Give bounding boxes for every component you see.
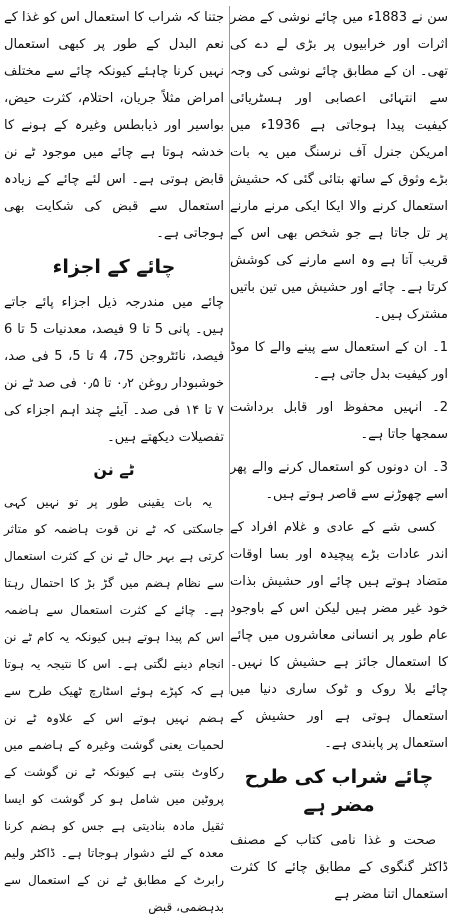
paragraph-tea-harm-history: سن نے 1883ء میں چائے نوشی کے مضر اثرات اور خرابیوں پر بڑی لے دے کی تھی۔ ان کے مطابق چائے نوشی کی وجہ سے انتہائی اعصابی اور ہسٹریائی کیفیت پیدا ہوجاتی ہے 1936ء میں امریکن جنرل آف نرسنگ میں یہ بات بڑے وثوق کے ساتھ بتائی گئی کہ حشیش استعمال کرنے والا ایکا ایکی مرنے مارنے پر تل جاتا ہے جو شخص بھی اس کے قریب آتا ہے وہ اسے مارنے کی کوشش کرتا ہے۔ چائے اور حشیش میں تین باتیں مشترک ہیں۔: [230, 10, 448, 322]
paragraph-components-list: چائے میں مندرجہ ذیل اجزاء پائے جاتے ہیں۔ پانی 5 تا 9 فیصد، معدنیات 5 تا 6 فیصد، نائٹروجن 75، 4 تا 5، 5 فی صد، خوشبودار روغن ۰٫۲ تا ۰٫۵ فی صد ٹے نن ۷ تا ۱۴ فی صد۔ آیئے چند اہم اجزاء کی تفصیلات دیکھتے ہیں۔: [4, 295, 225, 445]
left-column: [4, 4, 225, 914]
point-three: 3۔ ان دونوں کو استعمال کرنے والے پھر اسے چھوڑنے سے قاصر ہوتے ہیں۔: [230, 460, 448, 502]
paragraph-health-book: صحت و غذا نامی کتاب کے مصنف ڈاکٹر گنگوی کے مطابق چائے کا کثرت استعمال اتنا مضر ہے: [230, 833, 448, 902]
paragraph-tannin: یہ بات یقینی طور پر تو نہیں کہی جاسکتی کہ ٹے نن قوت ہاضمہ کو متاثر کرتی ہے بہر حال ٹے نن کے کثرت استعمال سے نظام ہضم میں گڑ بڑ کا احتمال رہتا ہے۔ چائے کے کثرت استعمال سے ہاضمہ اس کم پیدا ہوتے ہیں کیونکہ یہ کام ٹے نن انجام دینے لگتی ہے۔ اس کا نتیجہ یہ ہوتا ہے کہ کپڑے ہوئے اسٹارچ ٹھیک طرح سے ہضم نہیں ہوتے اس کے علاوہ ٹے نن لحمیات یعنی گوشت وغیرہ کے ہاضمے میں رکاوٹ بنتی ہے کیونکہ ٹے نن گوشت کے پروٹین میں شامل ہو کر گوشت کو ایسا ثقیل مادہ بنادیتی ہے جس کو ہضم کرنا معدہ کے لئے دشوار ہوجاتا ہے۔ ڈاکٹر ولیم رابرٹ کے مطابق ٹے نن کے استعمال سے بدہضمی، قبض: [4, 495, 224, 914]
column-divider: [229, 6, 230, 694]
section-heading-tea-like-wine: چائے شراب کی طرح مضر ہے: [244, 766, 434, 816]
point-one: 1۔ ان کے استعمال سے پینے والے کا موڈ اور کیفیت بدل جاتی ہے۔: [230, 340, 448, 382]
point-two: 2۔ انہیں محفوظ اور قابل برداشت سمجھا جاتا ہے۔: [230, 400, 448, 442]
section-heading-tea-components: چائے کے اجزاء: [52, 256, 176, 278]
subheading-tannin: ٹے نن: [93, 460, 135, 479]
paragraph-tea-diseases: جتنا کہ شراب کا استعمال اس کو غذا کے نعم البدل کے طور پر کبھی استعمال نہیں کرنا چاہئے کیونکہ چائے سے مختلف امراض مثلاً جریان، احتلام، کثرت حیض، بواسیر اور ذیابطس وغیرہ کے ہونے کا خدشہ ہوتا ہے چائے میں موجود ٹے نن قابض ہوتی ہے۔ اس لئے چائے کے زیادہ استعمال سے قبض کی شکایت بھی ہوجاتی ہے۔: [4, 10, 224, 241]
paragraph-habits: کسی شے کے عادی و غلام افراد کے اندر عادات بڑے پیچیدہ اور بسا اوقات متضاد ہوتے ہیں چائے اور حشیش بذات خود غیر مضر ہیں لیکن اس کے باوجود عام طور پر انسانی معاشروں میں چائے کا استعمال جائز ہے حشیش کا نہیں۔ چائے بلا روک و ٹوک ساری دنیا میں استعمال ہوتی ہے اور حشیش کے استعمال پر پابندی ہے۔: [230, 520, 448, 751]
right-column: [230, 4, 448, 902]
